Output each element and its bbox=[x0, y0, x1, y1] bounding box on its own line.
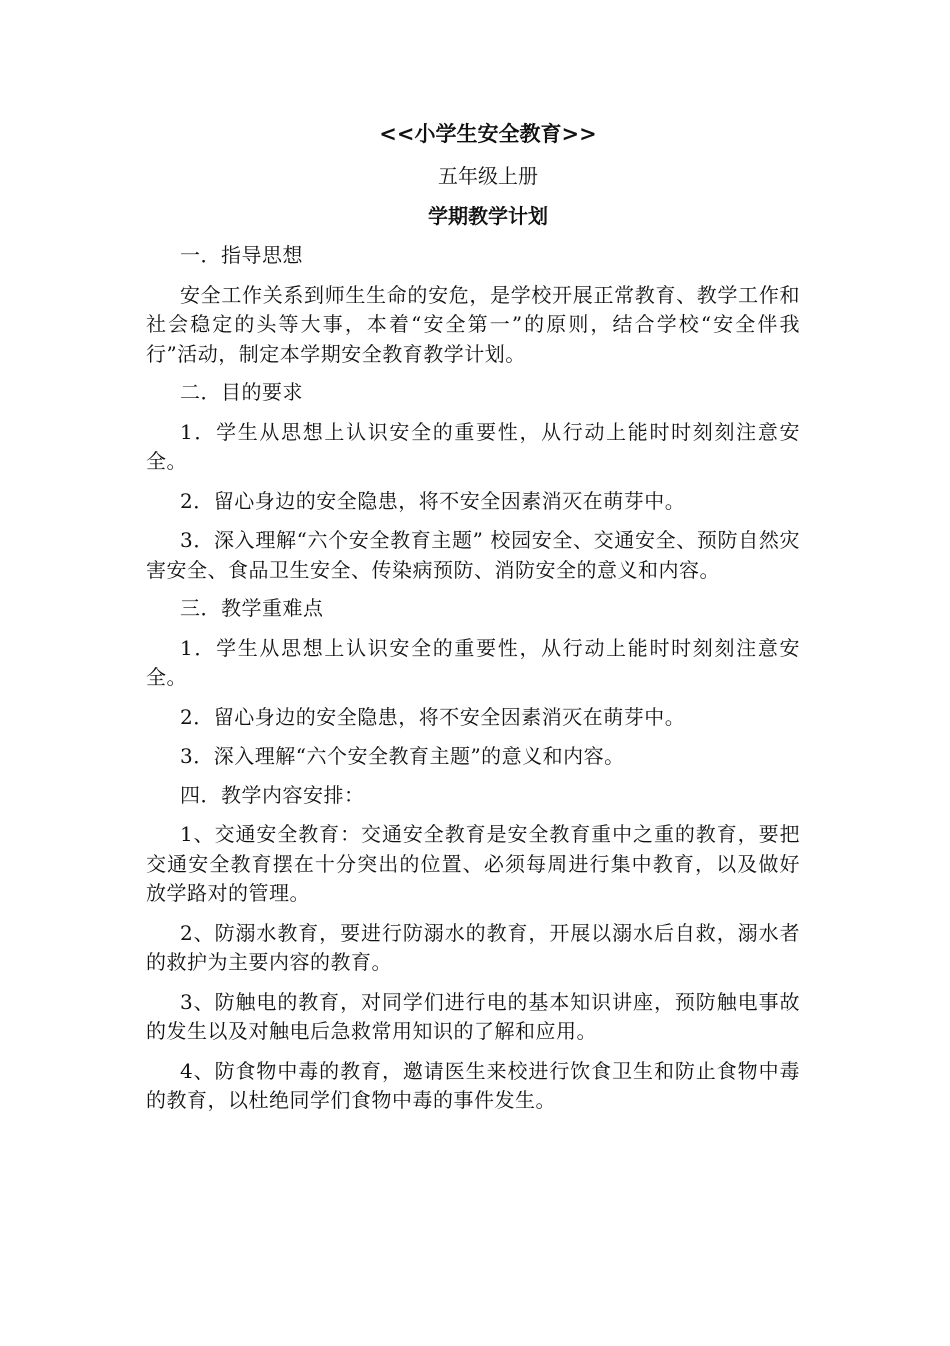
paragraph: 1．学生从思想上认识安全的重要性，从行动上能时时刻刻注意安全。 bbox=[146, 635, 800, 689]
section-heading-guiding-thought: 一．指导思想 bbox=[180, 243, 303, 267]
paragraph: 4、防食物中毒的教育，邀请医生来校进行饮食卫生和防止食物中毒的教育，以杜绝同学们食物中毒的事件发生。 bbox=[146, 1058, 800, 1112]
paragraph: 2．留心身边的安全隐患，将不安全因素消灭在萌芽中。 bbox=[180, 488, 686, 513]
document-title: <<小学生安全教育>> bbox=[379, 121, 597, 146]
paragraph: 1、交通安全教育：交通安全教育是安全教育重中之重的教育，要把交通安全教育摆在十分突出的位置、必须每周进行集中教育，以及做好放学路对的管理。 bbox=[146, 822, 800, 905]
section-heading-content-arrangement: 四．教学内容安排： bbox=[180, 782, 365, 807]
paragraph: 3．深入理解“六个安全教育主题”的意义和内容。 bbox=[180, 744, 625, 768]
paragraph: 2、防溺水教育，要进行防溺水的教育，开展以溺水后自救，溺水者的救护为主要内容的教育。 bbox=[146, 920, 800, 974]
grade-subtitle: 五年级上册 bbox=[438, 164, 538, 188]
paragraph: 2．留心身边的安全隐患，将不安全因素消灭在萌芽中。 bbox=[180, 704, 686, 729]
paragraph: 3、防触电的教育，对同学们进行电的基本知识讲座，预防触电事故的发生以及对触电后急救常用知识的了解和应用。 bbox=[146, 989, 800, 1043]
paragraph: 3．深入理解“六个安全教育主题” 校园安全、交通安全、预防自然灾害安全、食品卫生安全、传染病预防、消防安全的意义和内容。 bbox=[146, 528, 800, 582]
paragraph: 安全工作关系到师生生命的安危，是学校开展正常教育、教学工作和社会稳定的头等大事，本着“安全第一”的原则，结合学校“安全伴我行”活动，制定本学期安全教育教学计划。 bbox=[146, 282, 800, 366]
plan-title: 学期教学计划 bbox=[428, 204, 548, 228]
paragraph: 1．学生从思想上认识安全的重要性，从行动上能时时刻刻注意安全。 bbox=[146, 419, 800, 473]
section-heading-key-points: 三．教学重难点 bbox=[180, 596, 324, 620]
document-page bbox=[146, 118, 800, 1116]
section-heading-objectives: 二．目的要求 bbox=[180, 380, 303, 404]
